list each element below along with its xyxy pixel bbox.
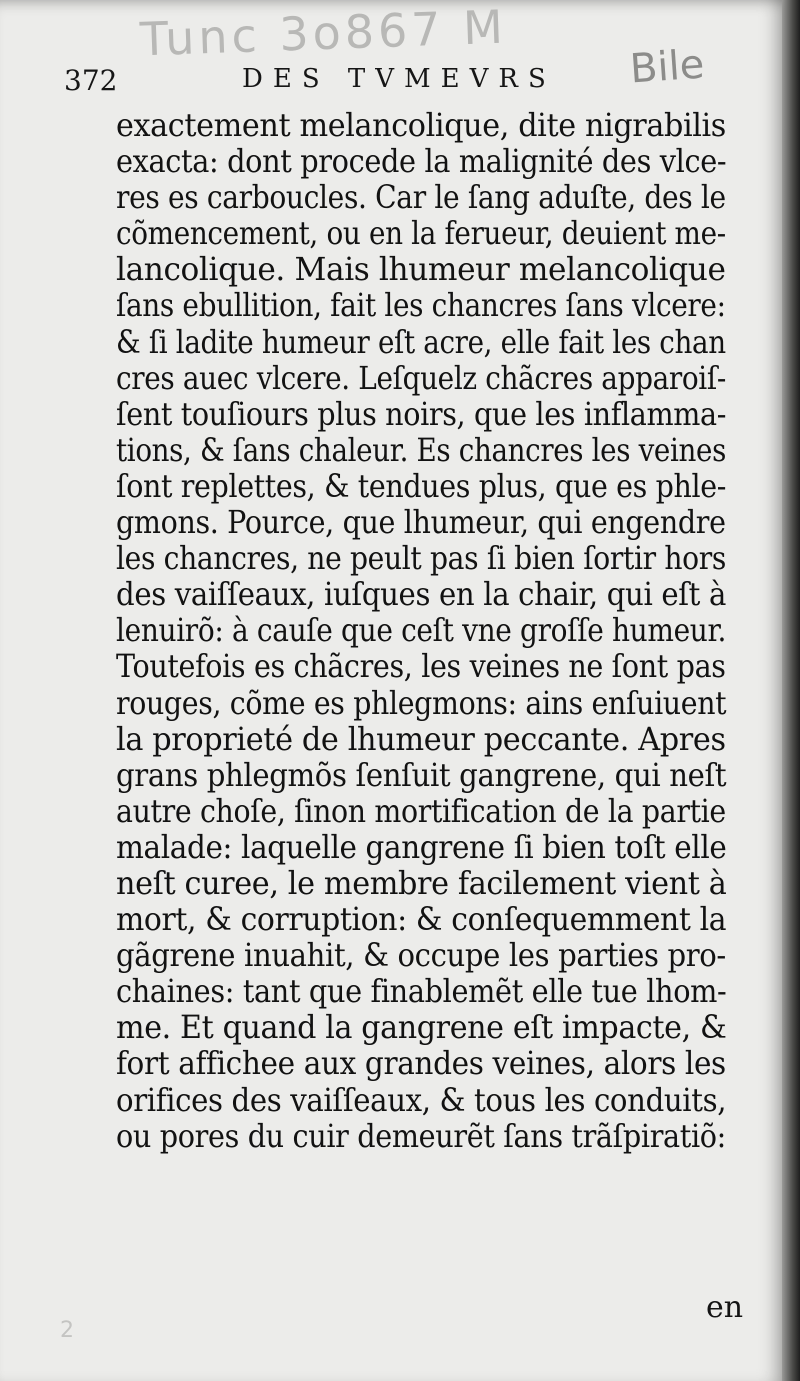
text-line: gmons. Pource, que lhumeur, qui engendre [116,503,726,542]
text-line: la proprieté de lhumeur peccante. Apres [116,719,726,758]
text-line: ſont replettes, & tendues plus, que es phle- [116,466,727,505]
text-line: me. Et quand la gangrene eſt impacte, & [116,1008,727,1047]
text-line: tions, & ſans chaleur. Es chancres les veines [116,430,726,469]
page-edge-shadow [782,0,800,1381]
text-line: Toutefois es chãcres, les veines ne ſont pas [116,647,726,686]
text-line: cõmencement, ou en la ferueur, deuient me- [116,214,726,253]
text-line: ou pores du cuir demeurẽt ſans trãſpiratiõ: [116,1116,726,1155]
text-line: exacta: dont procede la malignité des vlce- [116,142,727,181]
text-line: exactement melancolique, dite nigrabilis [116,106,726,144]
text-line: des vaiſſeaux, iuſques en la chair, qui eſt à [116,575,726,614]
text-line: fort affichee aux grandes veines, alors les [116,1044,726,1083]
text-line: lancolique. Mais lhumeur melancolique [116,250,726,289]
text-line: les chancres, ne peult pas ſi bien ſortir hors [116,539,726,578]
handwritten-shelfmark: Tunc 3o867 M [139,0,508,67]
text-line: neſt curee, le membre facilement vient à [116,863,727,902]
text-line: cres auec vlcere. Leſquelz chãcres apparoiſ- [116,358,726,397]
text-line: mort, & corruption: & conſequemment la [116,900,727,939]
text-line: chaines: tant que finablemẽt elle tue lhom- [116,972,727,1011]
body-text [116,107,738,1154]
text-line: grans phlegmõs ſenſuit gangrene, qui neſt [116,755,727,794]
handwritten-note: Bile [628,41,706,93]
text-line: res es carboucles. Car le ſang aduſte, des le [116,178,726,217]
text-line: rouges, cõme es phlegmons: ains enſuiuent [116,683,727,722]
page-header [64,64,624,104]
text-line: autre choſe, ſinon mortification de la partie [116,791,726,830]
text-line: gãgrene inuahit, & occupe les parties pro- [116,936,726,975]
text-line: lenuirõ: à cauſe que ceſt vne groſſe humeur. [116,611,726,650]
page-number: 372 [64,64,118,97]
bottom-mark: 2 [60,1318,74,1343]
text-line: ſent touſiours plus noirs, que les inflamma- [116,394,727,433]
text-line: orifices des vaiſſeaux, & tous les conduits, [116,1080,727,1119]
text-line: & ſi ladite humeur eſt acre, elle fait les chan [116,322,726,361]
catchword: en [706,1290,744,1325]
text-line: malade: laquelle gangrene ſi bien toſt elle [116,827,727,866]
running-title: DES TVMEVRS [242,64,556,94]
text-line: ſans ebullition, fait les chancres ſans vlcere: [116,286,726,325]
